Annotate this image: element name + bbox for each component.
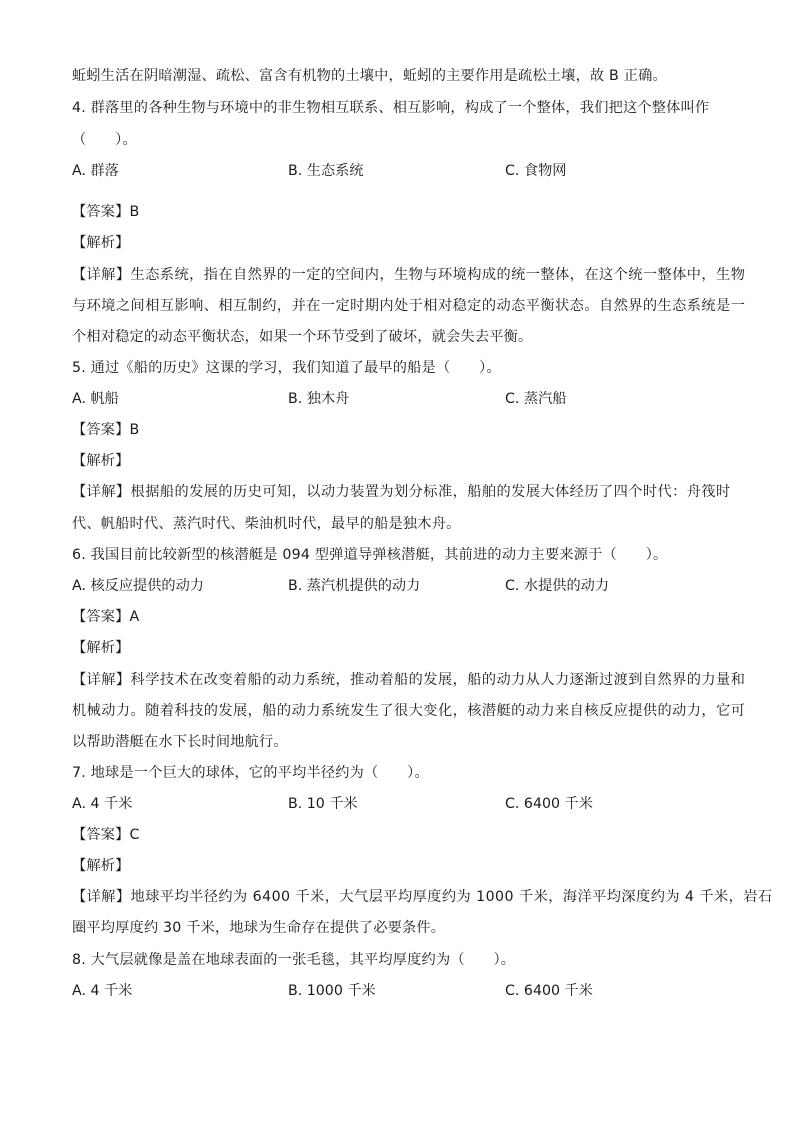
q6-analysis-label: 【解析】 [72, 640, 130, 656]
intro-line: 蚯蚓生活在阴暗潮湿、疏松、富含有机物的土壤中，蚯蚓的主要作用是疏松土壤，故 B 正确。 [72, 68, 667, 84]
q4-detail-line1: 【详解】生态系统，指在自然界的一定的空间内，生物与环境构成的统一整体，在这个统一整体中，生物 [72, 267, 746, 283]
q5-option-a: A. 帆船 [72, 391, 119, 407]
q4-stem-line1: 4. 群落里的各种生物与环境中的非生物相互联系、相互影响，构成了一个整体，我们把这个整体叫作 [72, 100, 710, 116]
q6-detail-line2: 机械动力。随着科技的发展，船的动力系统发生了很大变化，核潜艇的动力来自核反应提供的动力，它可 [72, 703, 746, 719]
q6-option-c: C. 水提供的动力 [505, 578, 610, 594]
q7-stem: 7. 地球是一个巨大的球体，它的平均半径约为（ ）。 [72, 765, 429, 781]
q5-analysis-label: 【解析】 [72, 453, 130, 469]
q6-detail-line1: 【详解】科学技术在改变着船的动力系统，推动着船的发展，船的动力从人力逐渐过渡到自然界的力量和 [72, 672, 746, 688]
q5-detail-line2: 代、帆船时代、蒸汽时代、柴油机时代，最早的船是独木舟。 [72, 516, 461, 532]
q7-option-a: A. 4 千米 [72, 796, 133, 812]
q8-option-b: B. 1000 千米 [288, 983, 376, 999]
q4-answer: 【答案】B [72, 204, 140, 220]
q7-answer: 【答案】C [72, 827, 140, 843]
q4-stem-line2: （ ）。 [72, 132, 137, 148]
q7-option-c: C. 6400 千米 [505, 796, 593, 812]
q4-option-a: A. 群落 [72, 163, 119, 179]
q7-option-b: B. 10 千米 [288, 796, 358, 812]
q4-detail-line2: 与环境之间相互影响、相互制约，并在一定时期内处于相对稳定的动态平衡状态。自然界的生态系统是一 [72, 298, 746, 314]
q4-option-b: B. 生态系统 [288, 163, 364, 179]
q4-option-c: C. 食物网 [505, 163, 567, 179]
q6-option-b: B. 蒸汽机提供的动力 [288, 578, 421, 594]
q6-answer: 【答案】A [72, 609, 140, 625]
q7-detail-line1: 【详解】地球平均半径约为 6400 千米，大气层平均厚度约为 1000 千米，海洋平均深度约为 4 千米，岩石 [72, 889, 773, 905]
q8-stem: 8. 大气层就像是盖在地球表面的一张毛毯，其平均厚度约为（ ）。 [72, 952, 516, 968]
q6-option-a: A. 核反应提供的动力 [72, 578, 204, 594]
q5-answer: 【答案】B [72, 422, 140, 438]
q7-analysis-label: 【解析】 [72, 858, 130, 874]
q5-detail-line1: 【详解】根据船的发展的历史可知，以动力装置为划分标准，船舶的发展大体经历了四个时代：舟筏时 [72, 484, 731, 500]
q5-option-c: C. 蒸汽船 [505, 391, 567, 407]
q7-detail-line2: 圈平均厚度约 30 千米，地球为生命存在提供了必要条件。 [72, 920, 446, 936]
q8-option-c: C. 6400 千米 [505, 983, 593, 999]
q4-analysis-label: 【解析】 [72, 235, 130, 251]
q5-stem: 5. 通过《船的历史》这课的学习，我们知道了最早的船是（ ）。 [72, 360, 501, 376]
q6-detail-line3: 以帮助潜艇在水下长时间地航行。 [72, 734, 288, 750]
q8-option-a: A. 4 千米 [72, 983, 133, 999]
q5-option-b: B. 独木舟 [288, 391, 350, 407]
q6-stem: 6. 我国目前比较新型的核潜艇是 094 型弹道导弹核潜艇，其前进的动力主要来源于（ ）。 [72, 547, 668, 563]
q4-detail-line3: 个相对稳定的动态平衡状态，如果一个环节受到了破坏，就会失去平衡。 [72, 329, 533, 345]
